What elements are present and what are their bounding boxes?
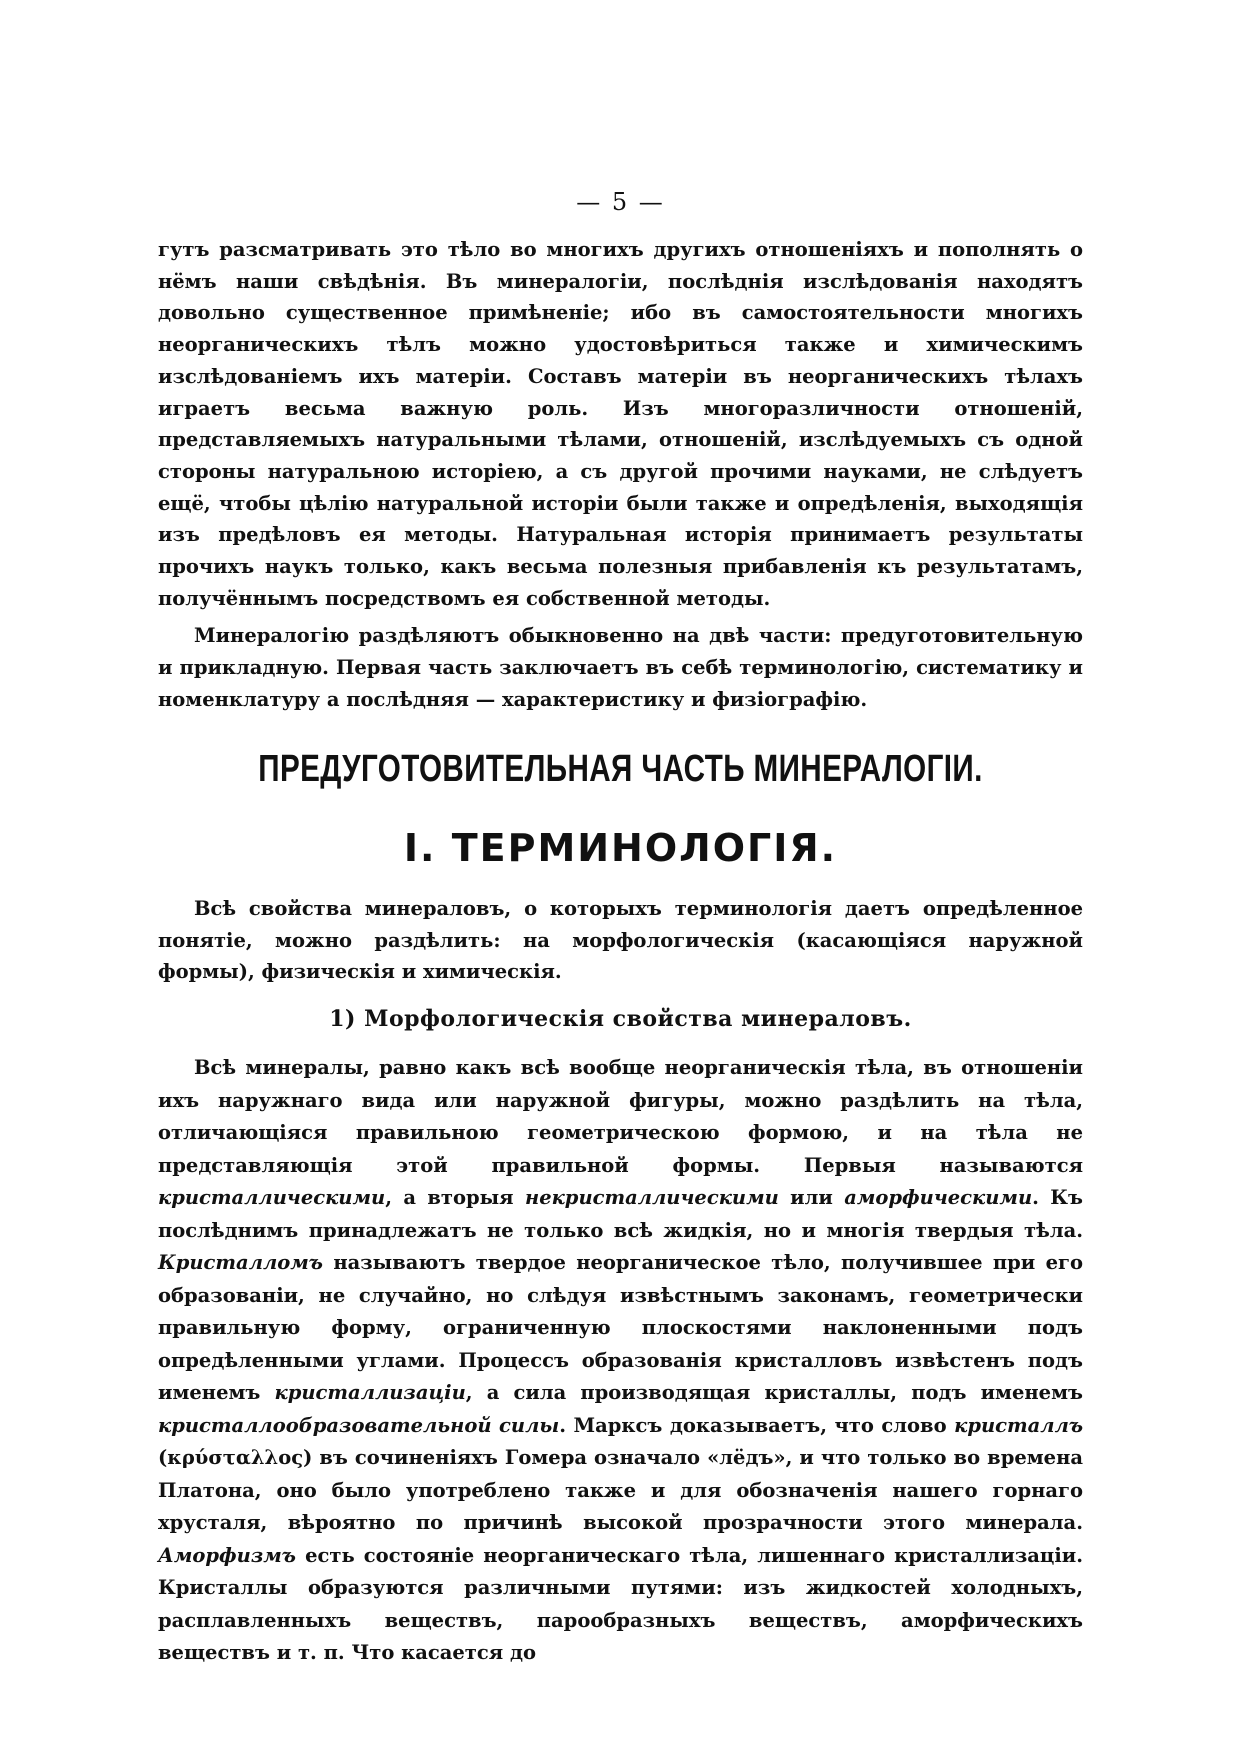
text-span: называютъ твердое неорганическое тѣло, получившее при его образованіи, не случайно, но слѣдуя извѣстнымъ законамъ, геометрически правильную форму, ограниченную плоскостями наклоненными подъ опредѣленными углами. Процессъ образованія кристалловъ извѣстенъ подъ именемъ bbox=[158, 1251, 1083, 1404]
chapter-intro-paragraph: Всѣ свойства минераловъ, о которыхъ терминологія даетъ опредѣленное понятіе, можно раздѣлить: на морфологическія (касающіяся наружной формы), физическія и химическія. bbox=[158, 897, 1083, 984]
text-span: или bbox=[778, 1186, 845, 1209]
part-title: ПРЕДУГОТОВИТЕЛЬНАЯ ЧАСТЬ МИНЕРАЛОГІИ. bbox=[258, 748, 983, 790]
section-body-text bbox=[158, 1052, 1083, 1670]
intro-paragraph-1: гутъ разсматривать это тѣло во многихъ другихъ отношеніяхъ и пополнять о нёмъ наши свѣдѣнія. Въ минералогіи, послѣднія изслѣдованія находятъ довольно существенное примѣненіе; ибо въ самостоятельности многихъ неорганическихъ тѣлъ можно удостовѣриться также и химическимъ изслѣдованіемъ ихъ матеріи. Составъ матеріи въ неорганическихъ тѣлахъ играетъ весьма важную роль. Изъ многоразличности отношеній, представляемыхъ натуральными тѣлами, отношеній, изслѣдуемыхъ съ одной стороны натуральною исторіею, а съ другой прочими науками, не слѣдуетъ ещё, чтобы цѣлію натуральной исторіи были также и опредѣленія, выходящія изъ предѣловъ ея методы. Натуральная исторія принимаетъ результаты прочихъ наукъ только, какъ весьма полезныя прибавленія къ результатамъ, получённымъ посредствомъ ея собственной методы. bbox=[158, 238, 1083, 610]
text-span: (κρύσταλλος) въ сочиненіяхъ Гомера означало «лёдъ», и что только во времена Платона, оно было употреблено также и для обозначенія нашего горнаго хрусталя, вѣроятно по причинѣ высокой прозрачности этого минерала. bbox=[158, 1446, 1083, 1534]
term-crystal-forming-force: кристаллообразовательной силы bbox=[158, 1413, 560, 1437]
text-span: Всѣ минералы, равно какъ всѣ вообще неорганическія тѣла, въ отношеніи ихъ наружнаго вида или наружной фигуры, можно раздѣлить на тѣла, отличающіяся правильною геометрическою формою, и на тѣла не представляющія этой правильной формы. Первыя называются bbox=[158, 1056, 1083, 1177]
section-paragraph bbox=[158, 1052, 1083, 1670]
text-span: . Къ послѣднимъ принадлежатъ не только всѣ жидкія, но и многія твердыя тѣла. bbox=[158, 1186, 1083, 1242]
text-span: . Марксъ доказываетъ, что слово bbox=[559, 1413, 955, 1437]
term-crystal-word: кристаллъ bbox=[954, 1413, 1084, 1437]
term-crystalline: кристаллическими bbox=[158, 1186, 386, 1209]
term-crystal: Кристалломъ bbox=[158, 1251, 323, 1274]
intro-paragraph-2: Минералогію раздѣляютъ обыкновенно на двѣ части: предуготовительную и прикладную. Первая часть заключаетъ въ себѣ терминологію, систематику и номенклатуру а послѣдняя — характеристику и физіографію. bbox=[158, 624, 1083, 711]
page-number: — 5 — bbox=[576, 188, 665, 216]
intro-text bbox=[158, 234, 1083, 716]
section-title: 1) Морфологическія свойства минераловъ. bbox=[329, 1006, 912, 1032]
term-amorphous: аморфическими bbox=[844, 1186, 1033, 1209]
chapter-title: I. ТЕРМИНОЛОГІЯ. bbox=[403, 826, 838, 870]
term-crystallization: кристаллизаціи bbox=[274, 1381, 466, 1404]
text-span: , а сила производящая кристаллы, подъ именемъ bbox=[465, 1381, 1083, 1404]
chapter-intro-text bbox=[158, 893, 1083, 988]
term-noncrystalline: некристаллическими bbox=[524, 1186, 779, 1209]
text-span: , а вторыя bbox=[385, 1186, 525, 1209]
term-amorphism: Аморфизмъ bbox=[158, 1543, 296, 1567]
text-span: есть состояніе неорганическаго тѣла, лишеннаго кристаллизаціи. Кристаллы образуются различными путями: изъ жидкостей холодныхъ, расплавленныхъ веществъ, парообразныхъ веществъ, аморфическихъ веществъ и т. п. Что касается до bbox=[158, 1543, 1083, 1664]
